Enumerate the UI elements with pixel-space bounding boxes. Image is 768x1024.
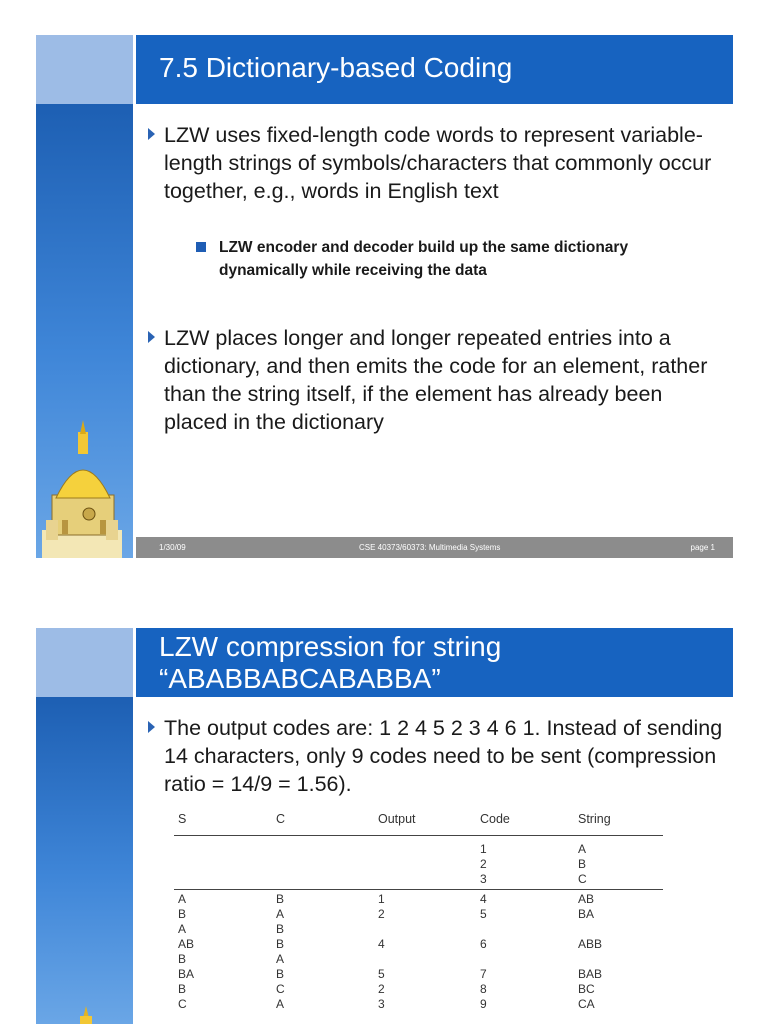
cell-string: ABB	[578, 937, 603, 951]
table-row	[174, 890, 663, 908]
cell-s: A	[178, 892, 187, 906]
table-row	[174, 922, 663, 937]
init-codes: 1 2 3	[476, 836, 574, 890]
golden-dome-logo-icon	[42, 420, 122, 558]
cell-output	[374, 952, 476, 967]
bullet-item	[164, 324, 724, 436]
cell-string: BAB	[578, 967, 603, 981]
bullet-triangle-icon	[148, 128, 155, 140]
cell-c: B	[276, 892, 285, 906]
bullet-triangle-icon	[148, 331, 155, 343]
cell-s: B	[178, 982, 187, 996]
cell-c: B	[276, 967, 285, 981]
footer-date: 1/30/09	[159, 543, 186, 552]
cell-string: BC	[578, 982, 595, 996]
table-header-row	[174, 812, 663, 836]
cell-s: C	[178, 997, 187, 1011]
cell-s: A	[178, 922, 187, 936]
cell-output: 2	[378, 982, 385, 996]
footer-course: CSE 40373/60373: Multimedia Systems	[359, 543, 501, 552]
init-strings: A B C	[574, 836, 663, 890]
lzw-table	[174, 812, 663, 1012]
cell-output: 2	[378, 907, 385, 921]
cell-code: 9	[480, 997, 487, 1011]
header-output: Output	[374, 812, 476, 836]
cell-output	[374, 922, 476, 937]
cell-code: 4	[480, 892, 487, 906]
slide-sidebar-band	[36, 697, 133, 1024]
golden-dome-logo-icon	[66, 1006, 106, 1024]
slide-title: 7.5 Dictionary-based Coding	[159, 52, 513, 83]
slide-1	[36, 35, 733, 558]
slide-divider	[133, 35, 136, 558]
table-init-row	[174, 836, 663, 890]
bullet-triangle-icon	[148, 721, 155, 733]
title-bar	[136, 35, 733, 104]
cell-c: B	[276, 937, 285, 951]
sub-bullet-item	[219, 236, 719, 282]
cell-s: B	[178, 952, 187, 966]
slide-title: LZW compression for string “ABABBABCABABBA”	[159, 631, 502, 694]
table-body	[174, 890, 663, 1013]
cell-string: CA	[578, 997, 595, 1011]
table-row	[174, 907, 663, 922]
cell-s: AB	[178, 937, 195, 951]
footer-page: page 1	[690, 543, 715, 552]
header-code: Code	[476, 812, 574, 836]
cell-c: A	[276, 952, 285, 966]
cell-s: BA	[178, 967, 195, 981]
slide-corner-block	[36, 628, 133, 697]
cell-c: C	[276, 982, 285, 996]
cell-string	[574, 922, 663, 937]
cell-output: 5	[378, 967, 385, 981]
header-string: String	[574, 812, 663, 836]
slide-footer	[136, 537, 733, 558]
cell-string: BA	[578, 907, 595, 921]
cell-c: A	[276, 907, 285, 921]
slide-corner-block	[36, 35, 133, 104]
header-c: C	[272, 812, 374, 836]
cell-string	[574, 952, 663, 967]
bullet-text: The output codes are: 1 2 4 5 2 3 4 6 1. Instead of sending 14 characters, only 9 codes need to be sent (compression ratio = 14/9 = 1.56).	[164, 716, 723, 796]
cell-code: 8	[480, 982, 487, 996]
bullet-item	[164, 121, 724, 205]
bullet-text: LZW places longer and longer repeated entries into a dictionary, and then emits the code for an element, rather than the string itself, if the element has already been placed in the dictionary	[164, 326, 708, 434]
title-bar	[136, 628, 733, 697]
cell-code: 5	[480, 907, 487, 921]
cell-code: 6	[480, 937, 487, 951]
sub-bullet-text: LZW encoder and decoder build up the same dictionary dynamically while receiving the data	[219, 239, 629, 279]
cell-code	[476, 952, 574, 967]
table-row	[174, 997, 663, 1012]
table-row	[174, 952, 663, 967]
cell-string: AB	[578, 892, 595, 906]
table-row	[174, 937, 663, 952]
cell-c: B	[276, 922, 285, 936]
cell-output: 1	[378, 892, 385, 906]
cell-c: A	[276, 997, 285, 1011]
bullet-text: LZW uses fixed-length code words to represent variable-length strings of symbols/characters that commonly occur together, e.g., words in English text	[164, 123, 712, 203]
header-s: S	[174, 812, 272, 836]
cell-output: 4	[378, 937, 385, 951]
cell-output: 3	[378, 997, 385, 1011]
table-row	[174, 982, 663, 997]
slide-2	[36, 628, 733, 1024]
cell-code: 7	[480, 967, 487, 981]
cell-code	[476, 922, 574, 937]
cell-s: B	[178, 907, 187, 921]
bullet-square-icon	[196, 242, 206, 252]
bullet-item	[164, 714, 724, 798]
table-row	[174, 967, 663, 982]
